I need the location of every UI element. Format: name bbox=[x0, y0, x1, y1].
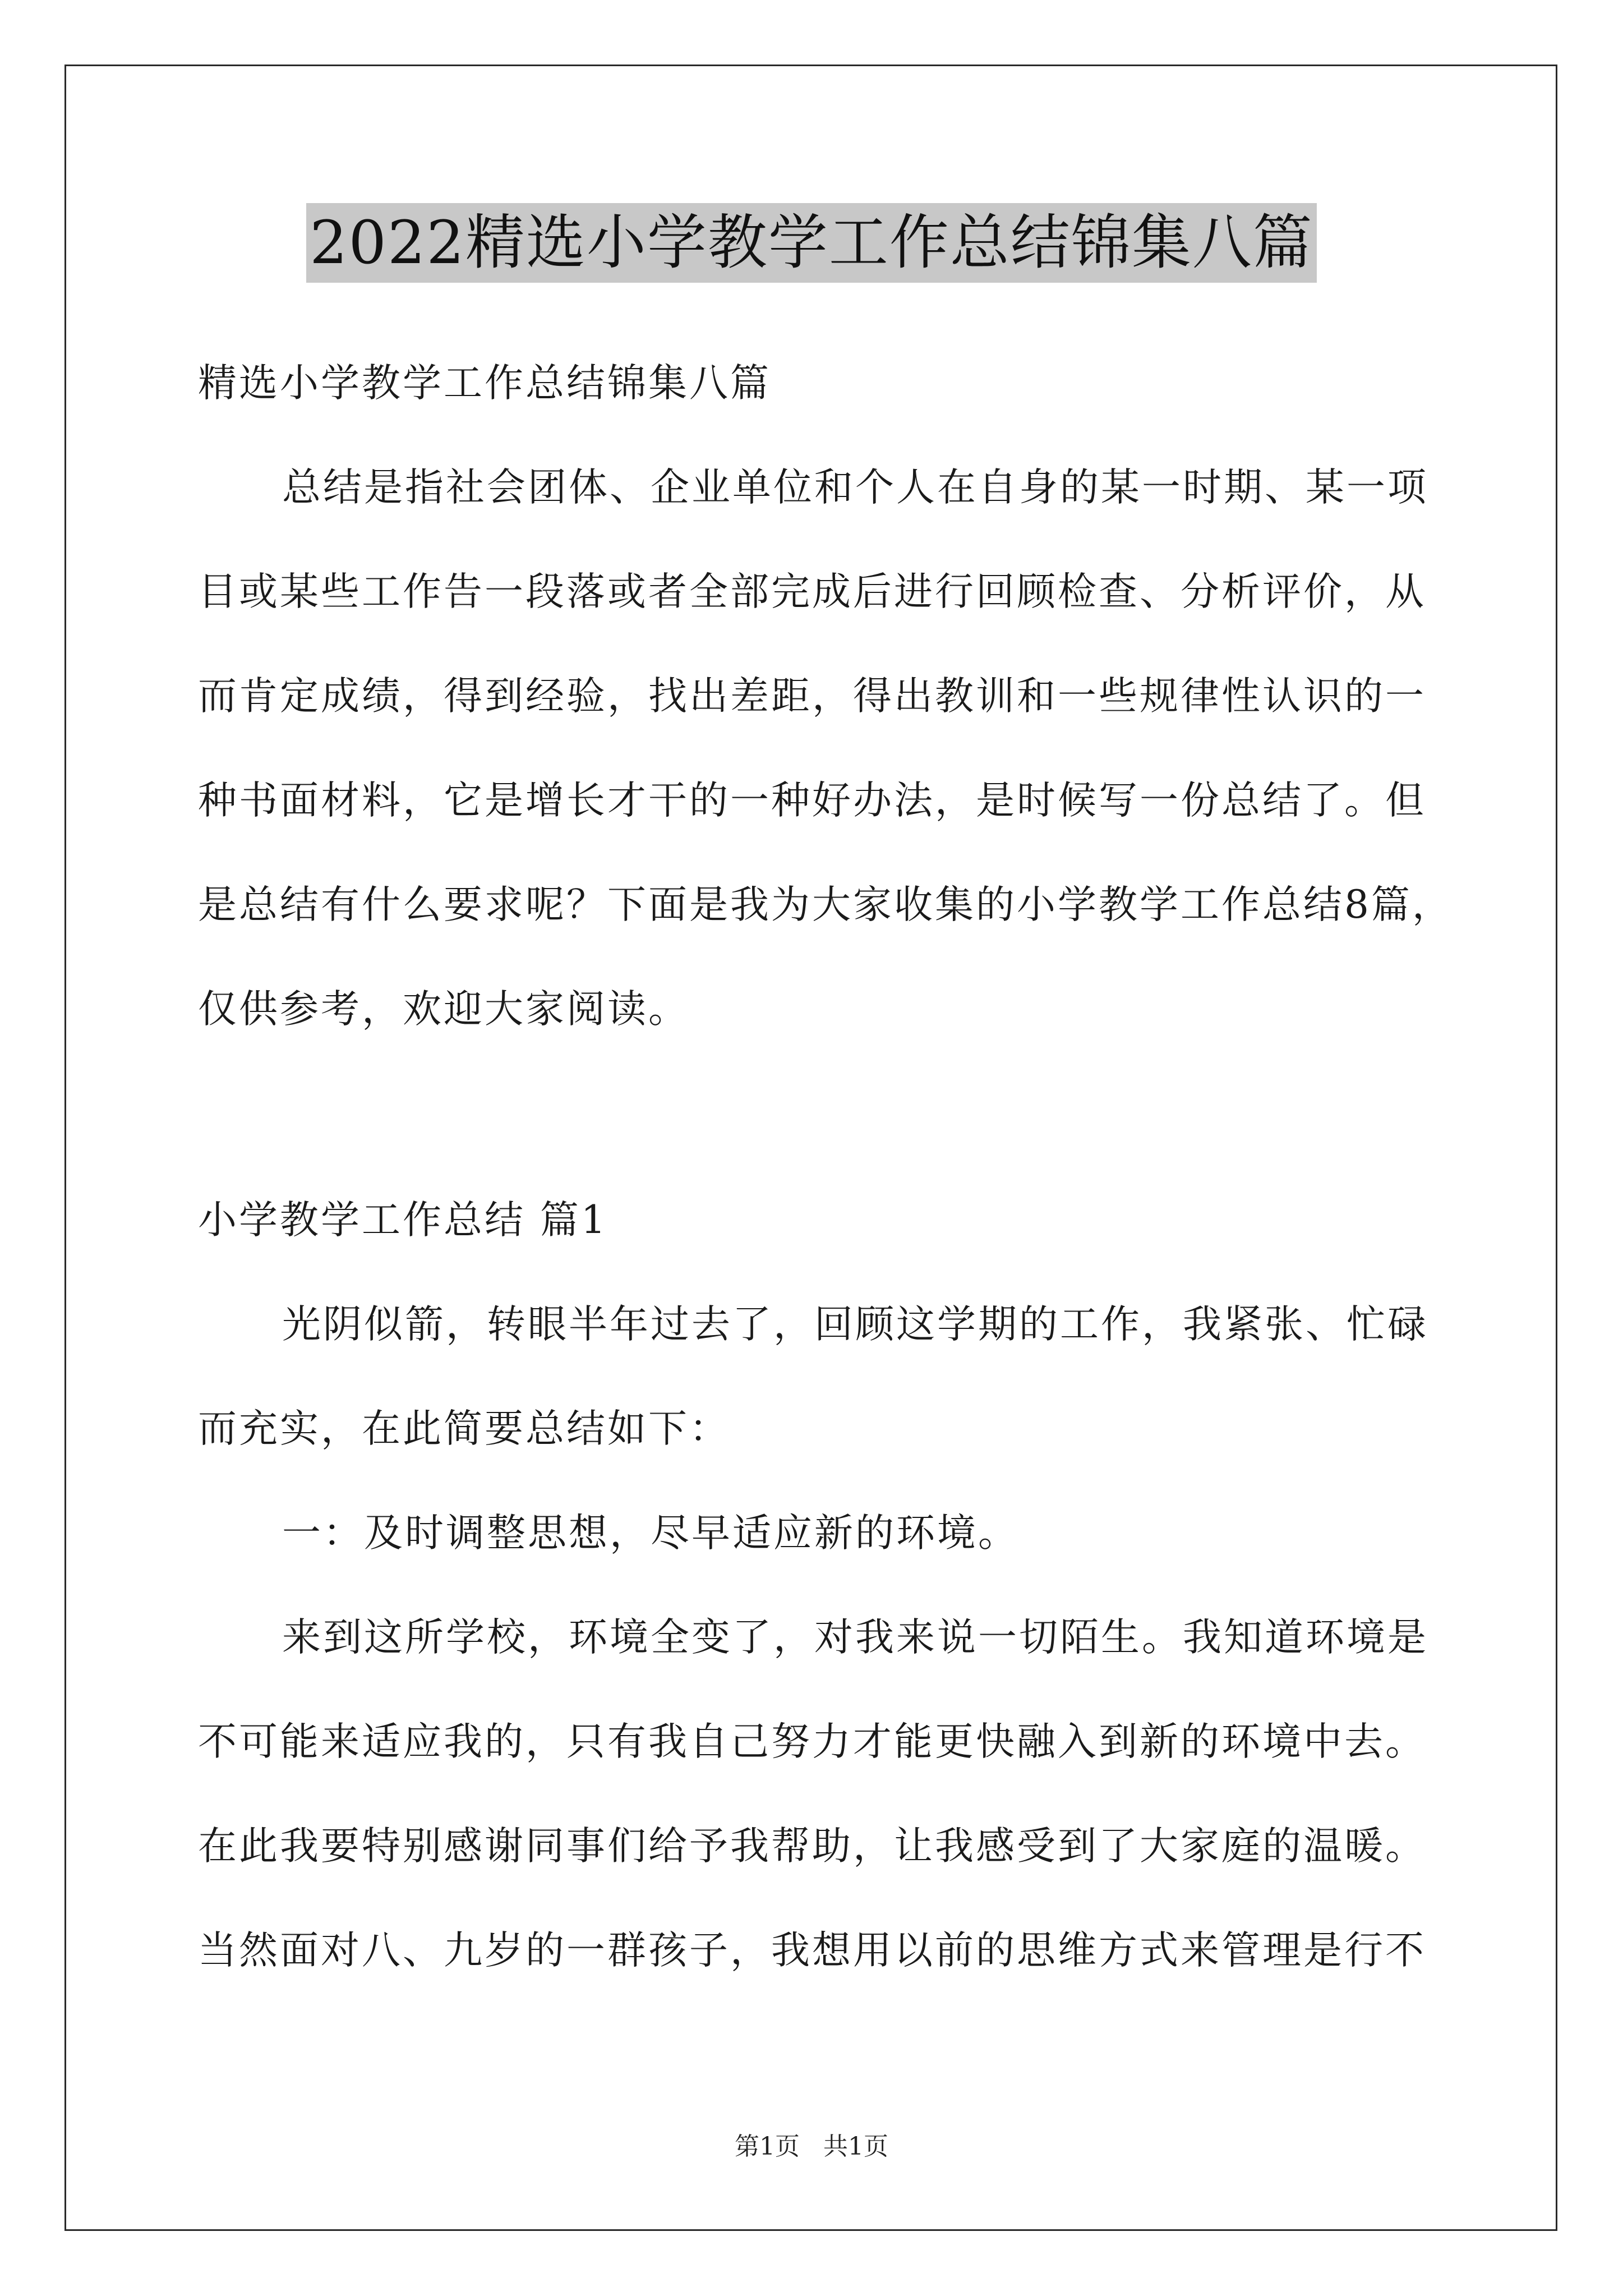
intro-line: 总结是指社会团体、企业单位和个人在自身的某一时期、某一项 bbox=[282, 465, 1428, 510]
page-number-current: 第1页 bbox=[735, 2132, 800, 2161]
page-number-total: 共1页 bbox=[823, 2132, 888, 2161]
section-line: 一：及时调整思想，尽早适应新的环境。 bbox=[282, 1511, 1019, 1556]
section-line: 来到这所学校，环境全变了，对我来说一切陌生。我知道环境是 bbox=[282, 1615, 1428, 1660]
paragraph-gap bbox=[198, 1061, 1435, 1168]
page-footer bbox=[0, 2126, 1623, 2162]
section-line: 在此我要特别感谢同事们给予我帮助，让我感受到了大家庭的温暖。 bbox=[198, 1824, 1426, 1869]
document-title: 2022精选小学教学工作总结锦集八篇 bbox=[306, 203, 1317, 283]
intro-line: 目或某些工作告一段落或者全部完成后进行回顾检查、分析评价，从 bbox=[198, 569, 1426, 614]
section-line: 当然面对八、九岁的一群孩子，我想用以前的思维方式来管理是行不 bbox=[198, 1928, 1426, 1973]
section-line: 而充实，在此简要总结如下： bbox=[198, 1406, 730, 1451]
intro-line: 而肯定成绩，得到经验，找出差距，得出教训和一些规律性认识的一 bbox=[198, 674, 1426, 719]
section-line: 光阴似箭，转眼半年过去了，回顾这学期的工作，我紧张、忙碌 bbox=[282, 1302, 1428, 1347]
document-subtitle: 精选小学教学工作总结锦集八篇 bbox=[198, 361, 771, 406]
title-container bbox=[0, 203, 1623, 283]
intro-line: 种书面材料，它是增长才干的一种好办法，是时候写一份总结了。但 bbox=[198, 778, 1426, 823]
intro-line: 仅供参考，欢迎大家阅读。 bbox=[198, 987, 689, 1032]
intro-line: 是总结有什么要求呢？下面是我为大家收集的小学教学工作总结8篇， bbox=[198, 882, 1453, 927]
document-body bbox=[198, 331, 1453, 2003]
section-line: 不可能来适应我的，只有我自己努力才能更快融入到新的环境中去。 bbox=[198, 1719, 1426, 1764]
section-heading: 小学教学工作总结 篇1 bbox=[198, 1198, 608, 1243]
